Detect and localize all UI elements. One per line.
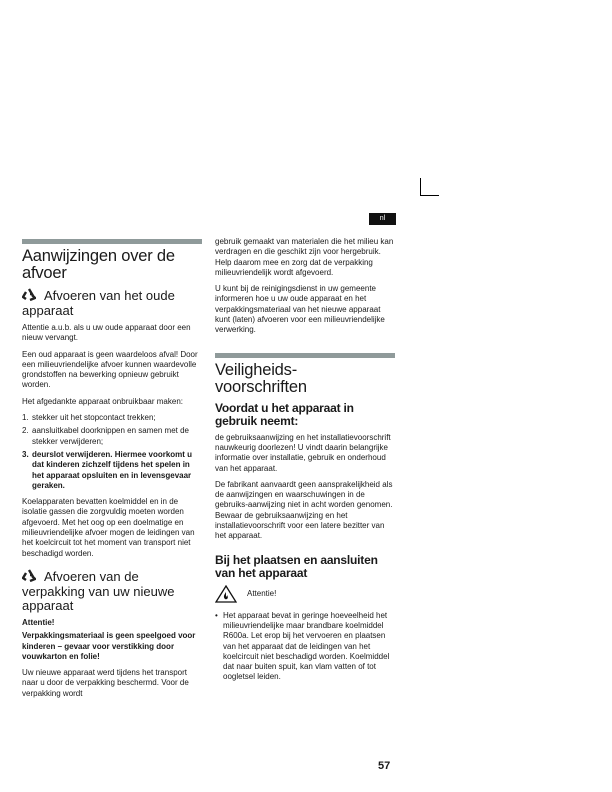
attention-label: Attentie! xyxy=(22,617,55,627)
paragraph: de gebruiksaanwijzing en het installatievoorschrift nauwkeurig doorlezen! U vindt daarin belangrijke informatie over installatie, gebruik en onderhoud van het apparaat. xyxy=(215,432,391,473)
paragraph: Het afgedankte apparaat onbruikbaar maken: xyxy=(22,396,183,406)
paragraph: Een oud apparaat is geen waardeloos afval! Door een milieuvriendelijke afvoer kunnen waardevolle grondstoffen na bewerking opnieuw gebruikt worden. xyxy=(22,349,198,390)
attention-label: Attentie! xyxy=(247,589,277,599)
section-divider xyxy=(22,239,202,244)
flammable-warning-icon xyxy=(215,585,237,603)
subsection-heading: Afvoeren van het oude apparaat xyxy=(22,288,175,318)
list-item: 2. aansluitkabel doorknippen en samen met de stekker verwijderen; xyxy=(22,426,189,446)
subsection-heading: Bij het plaatsen en aansluiten van het apparaat xyxy=(215,552,378,580)
page-number: 57 xyxy=(378,760,391,772)
attention-row xyxy=(215,585,395,603)
left-column xyxy=(22,239,202,705)
list-item: • Het apparaat bevat in geringe hoeveelheid het milieuvriendelijke maar brandbare koelmiddel R600a. Let erop bij het vervoeren en plaatsen van het apparaat dat de leidingen van het koelcircuit niet beschadigd worden. Koelmiddel dat naar buiten spuit, kan vlam vatten of tot oogletsel leiden. xyxy=(215,611,395,683)
recycle-icon xyxy=(22,288,36,304)
recycle-icon xyxy=(22,569,36,585)
paragraph: U kunt bij de reinigingsdienst in uw gemeente informeren hoe u uw oude apparaat en het verpakkingsmateriaal van het nieuwe apparaat kunt (laten) afvoeren voor een milieuvriendelijke verwerking. xyxy=(215,284,385,335)
list-item: 3. deurslot verwijderen. Hiermee voorkomt u dat kinderen zichzelf tijdens het spelen in het apparaat opsluiten en in levensgevaar geraken. xyxy=(22,449,193,490)
paragraph: gebruik gemaakt van materialen die het milieu kan verdragen en die geschikt zijn voor hergebruik. Help daarom mee en zorg dat de verpakking milieuvriendelijk wordt afgevoerd. xyxy=(215,237,394,277)
paragraph: Koelapparaten bevatten koelmiddel en in de isolatie gassen die zorgvuldig moeten worden afgevoerd. Met het oog op een doelmatige en milieuvriendelijke afvoer mogen de leidingen van het koelcircuit tot het moment van transport niet beschadigd worden. xyxy=(22,497,195,558)
paragraph: Attentie a.u.b. als u uw oude apparaat door een nieuw vervangt. xyxy=(22,323,191,343)
language-badge: nl xyxy=(369,213,396,225)
section-title: Veiligheids-voorschriften xyxy=(215,360,307,396)
crop-mark xyxy=(420,178,439,196)
subsection-heading: Voordat u het apparaat in gebruik neemt: xyxy=(215,400,354,428)
section-title: Aanwijzingen over de afvoer xyxy=(22,247,175,282)
warning-text: Verpakkingsmateriaal is geen speelgoed voor kinderen – gevaar voor verstikking door vouwkarton en folie! xyxy=(22,631,196,661)
section-divider xyxy=(215,353,395,358)
list-item: 1. stekker uit het stopcontact trekken; xyxy=(22,413,156,423)
subsection-heading: Afvoeren van de verpakking van uw nieuwe apparaat xyxy=(22,568,175,613)
paragraph: De fabrikant aanvaardt geen aansprakelijkheid als de aanwijzingen en waarschuwingen in de gebruiks-aanwijzing niet in acht worden genomen. Bewaar de gebruiksaanwijzing en het installatievoorschrift voor een latere bezitter van het apparaat. xyxy=(215,479,393,541)
steps-list xyxy=(22,413,202,491)
right-column xyxy=(215,237,395,689)
paragraph: Uw nieuwe apparaat werd tijdens het transport naar u door de verpakking beschermd. Voor de verpakking wordt xyxy=(22,668,189,698)
